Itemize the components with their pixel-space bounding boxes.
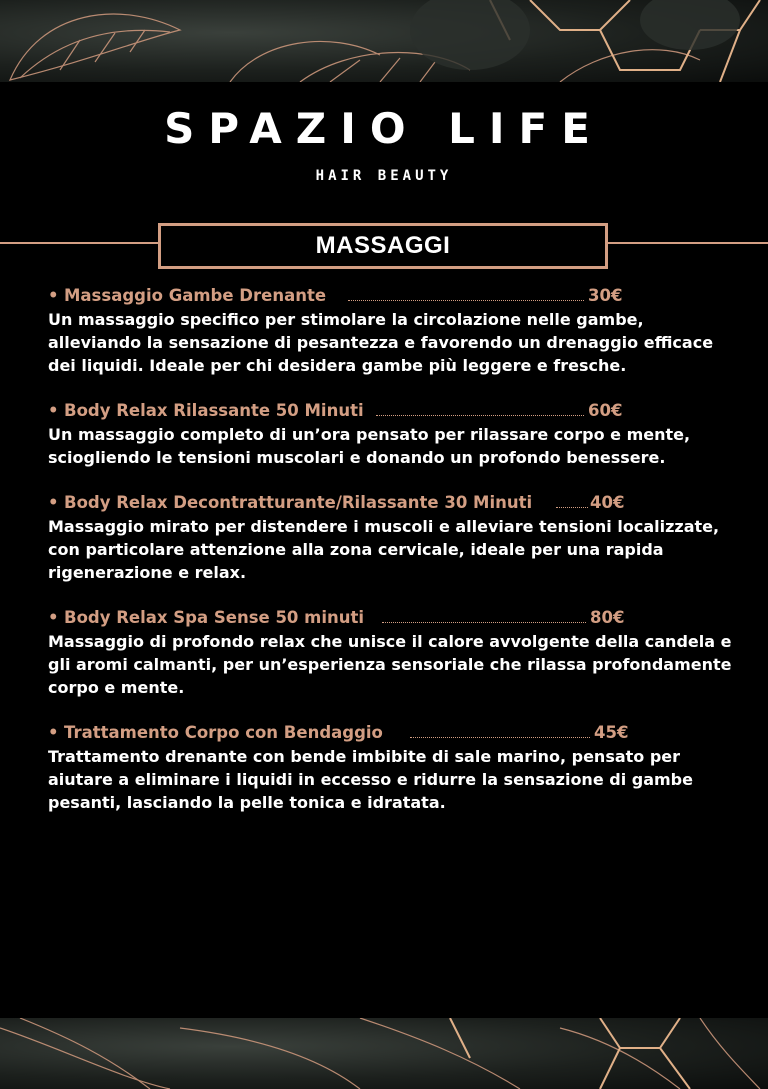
dotted-leader	[348, 300, 584, 301]
service-price: 45€	[594, 723, 629, 742]
service-price: 40€	[590, 493, 625, 512]
bottom-decorative-banner	[0, 1018, 768, 1089]
section-rule-right	[606, 242, 768, 244]
dotted-leader	[382, 622, 586, 623]
bullet-icon: •	[48, 286, 59, 305]
brand-title: SPAZIO LIFE	[164, 104, 604, 153]
service-price: 60€	[588, 401, 623, 420]
service-description: Massaggio mirato per distendere i muscoli e alleviare tensioni localizzate, con particolare attenzione alla zona cervicale, ideale per una rapida rigenerazione e relax.	[48, 517, 720, 582]
section-header-box	[158, 223, 608, 269]
service-item	[48, 491, 738, 584]
tropical-leaves-illustration-bottom	[0, 1018, 768, 1089]
dotted-leader	[376, 415, 584, 416]
service-item	[48, 606, 738, 699]
service-description: Trattamento drenante con bende imbibite di sale marino, pensato per aiutare a eliminare i liquidi in eccesso e ridurre la sensazione di gambe pesanti, lasciando la pelle tonica e idratata.	[48, 747, 693, 812]
service-item	[48, 399, 738, 469]
service-item	[48, 721, 738, 814]
bullet-icon: •	[48, 608, 59, 627]
service-header	[48, 399, 738, 423]
service-name: Body Relax Spa Sense 50 minuti	[64, 608, 365, 627]
service-name: Body Relax Decontratturante/Rilassante 30 Minuti	[64, 493, 533, 512]
service-price: 30€	[588, 286, 623, 305]
service-header	[48, 491, 738, 515]
brand-subtitle: HAIR BEAUTY	[315, 168, 453, 184]
service-header	[48, 606, 738, 630]
service-description: Massaggio di profondo relax che unisce il calore avvolgente della candela e gli aromi calmanti, per un’esperienza sensoriale che rilassa profondamente corpo e mente.	[48, 632, 732, 697]
service-name: Massaggio Gambe Drenante	[64, 286, 327, 305]
service-header	[48, 721, 738, 745]
bullet-icon: •	[48, 401, 59, 420]
service-name: Body Relax Rilassante 50 Minuti	[64, 401, 364, 420]
service-name: Trattamento Corpo con Bendaggio	[64, 723, 383, 742]
top-decorative-banner	[0, 0, 768, 82]
section-rule-left	[0, 242, 160, 244]
bullet-icon: •	[48, 723, 59, 742]
service-description: Un massaggio specifico per stimolare la circolazione nelle gambe, alleviando la sensazione di pesantezza e favorendo un drenaggio efficace dei liquidi. Ideale per chi desidera gambe più leggere e fresche.	[48, 310, 714, 375]
service-price: 80€	[590, 608, 625, 627]
service-header	[48, 284, 738, 308]
dotted-leader	[410, 737, 590, 738]
bullet-icon: •	[48, 493, 59, 512]
service-description: Un massaggio completo di un’ora pensato per rilassare corpo e mente, sciogliendo le tensioni muscolari e donando un profondo benessere.	[48, 425, 691, 467]
services-list	[48, 284, 738, 836]
service-item	[48, 284, 738, 377]
dotted-leader	[556, 507, 588, 508]
section-title: MASSAGGI	[315, 232, 451, 259]
tropical-leaves-illustration	[0, 0, 768, 82]
